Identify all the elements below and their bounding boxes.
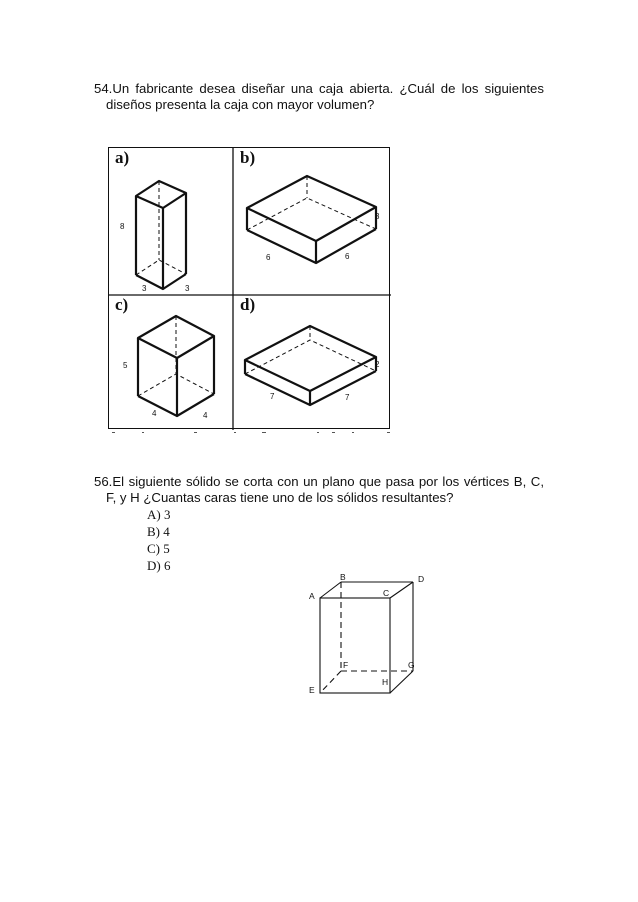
box-b-depth-label: 6 bbox=[266, 253, 271, 262]
question-54-line2: diseños presenta la caja con mayor volumen? bbox=[106, 97, 375, 112]
box-c-depth-label: 4 bbox=[152, 409, 157, 418]
question-54 bbox=[94, 81, 544, 113]
answer-option-a: A) 3 bbox=[147, 507, 171, 522]
box-a-drawing bbox=[136, 181, 186, 289]
option-a-label: a) bbox=[115, 148, 130, 167]
question-54-line1: Un fabricante desea diseñar una caja abierta. ¿Cuál de los siguientes bbox=[112, 81, 544, 96]
vertex-label-g: G bbox=[408, 660, 415, 670]
box-d-height-label: 2 bbox=[375, 360, 380, 369]
answer-option-c: C) 5 bbox=[147, 541, 170, 556]
box-b-width-label: 6 bbox=[345, 252, 350, 261]
answer-option-b: B) 4 bbox=[147, 524, 170, 539]
option-c-label: c) bbox=[115, 295, 129, 314]
question-56-line2: F, y H ¿Cuantas caras tiene uno de los sólidos resultantes? bbox=[106, 490, 454, 505]
vertex-label-c: C bbox=[383, 588, 390, 598]
box-a-width-label: 3 bbox=[185, 284, 190, 293]
answer-option-d: D) 6 bbox=[147, 558, 171, 573]
question-56-line1: El siguiente sólido se corta con un plano que pasa por los vértices B, C, bbox=[112, 474, 544, 489]
question-56 bbox=[94, 474, 544, 506]
box-c-drawing bbox=[138, 316, 214, 416]
box-b-drawing bbox=[247, 176, 376, 263]
vertex-label-d: D bbox=[418, 574, 425, 584]
box-a-depth-label: 3 bbox=[142, 284, 147, 293]
question-54-number: 54. bbox=[94, 81, 113, 96]
option-d-label: d) bbox=[240, 295, 256, 314]
box-d-width-label: 7 bbox=[345, 393, 350, 402]
vertex-label-h: H bbox=[382, 677, 389, 687]
box-c-width-label: 4 bbox=[203, 411, 208, 420]
answer-options bbox=[147, 506, 170, 574]
box-b-height-label: 3 bbox=[375, 212, 380, 221]
vertex-label-e: E bbox=[309, 685, 315, 695]
box-c-height-label: 5 bbox=[123, 361, 128, 370]
vertex-label-a: A bbox=[309, 591, 315, 601]
box-d-depth-label: 7 bbox=[270, 392, 275, 401]
box-options-figure bbox=[108, 147, 390, 429]
scan-artifact-dots bbox=[112, 431, 394, 435]
box-options-drawing bbox=[109, 148, 391, 430]
vertex-label-f: F bbox=[343, 660, 349, 670]
question-56-number: 56. bbox=[94, 474, 113, 489]
vertex-label-b: B bbox=[340, 572, 346, 582]
box-a-height-label: 8 bbox=[120, 222, 125, 231]
box-d-drawing bbox=[245, 326, 376, 405]
option-b-label: b) bbox=[240, 148, 256, 167]
solid-figure bbox=[300, 568, 440, 703]
